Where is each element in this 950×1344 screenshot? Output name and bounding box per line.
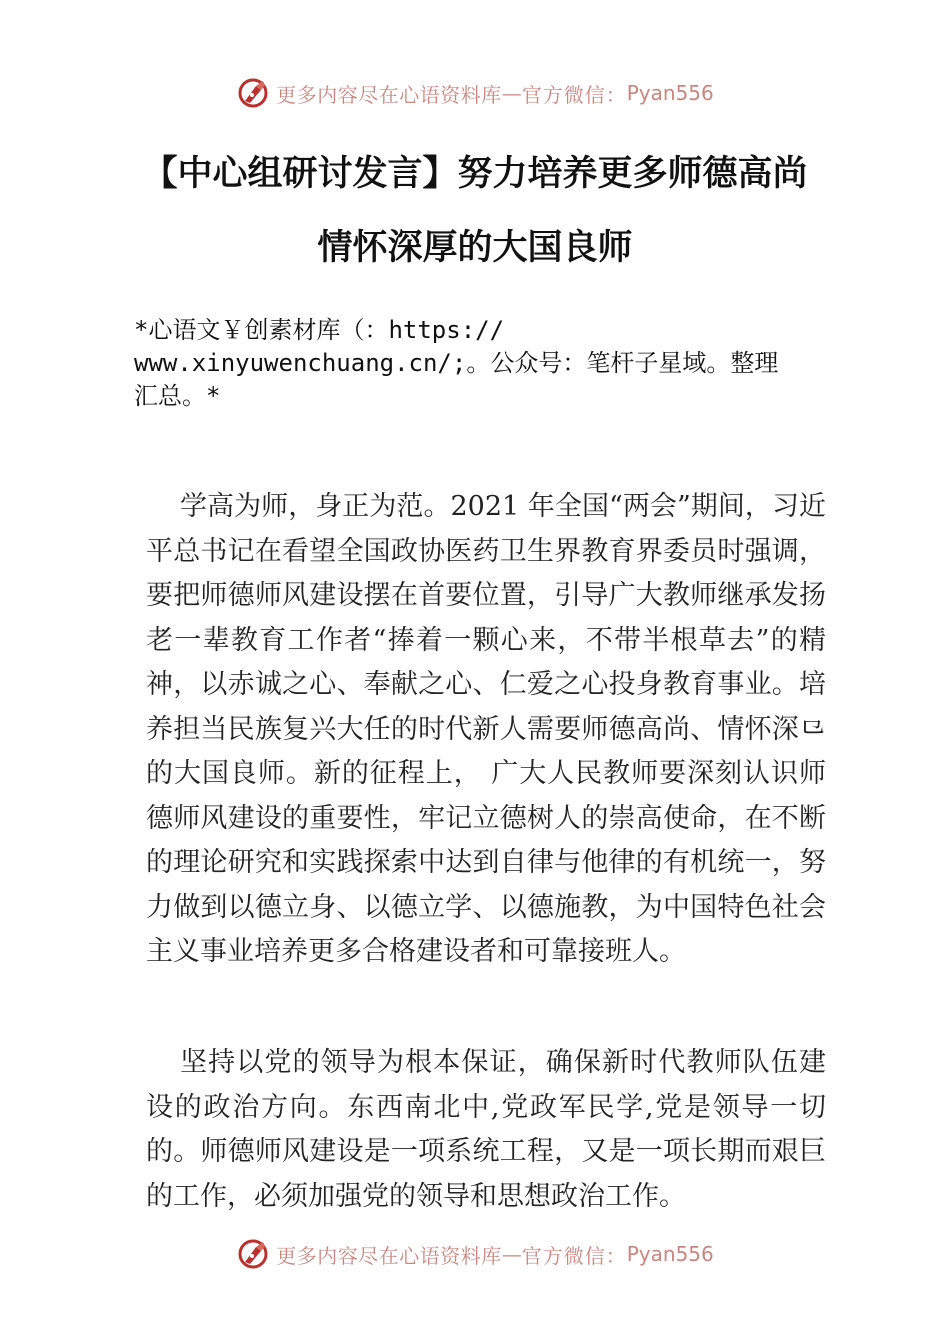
banner-wechat-id: Pyan556: [626, 1242, 714, 1266]
document-title-line-1: 【中心组研讨发言】努力培养更多师德高尚: [142, 154, 808, 194]
banner-wechat-id: Pyan556: [626, 81, 714, 105]
source-note: [134, 314, 854, 413]
banner-wechat-label: 官方微信：: [521, 1243, 627, 1268]
source-note-line: *心语文￥创素材库（：https://: [134, 316, 505, 344]
banner-text: 更多内容尽在心语资料库: [276, 82, 502, 107]
body-paragraph: 学高为师，身正为范。2021 年全国“两会”期间，习近平总书记在看望全国政协医药卫生界教育界委员时强调，要把师德师风建设摆在首要位置，引导广大教师继承发扬老一辈教育工作者“捧着一颗心来，不带半根草去”的精神，以赤诚之心、奉献之心、仁爱之心投身教育事业。培养担当民族复兴大任的时代新人需要师德高尚、情怀深⺋的大国良师。新的征程上， 广大人民教师要深刻认识师德师风建设的重要性，牢记立德树人的崇高使命，在不断的理论研究和实践探索中达到自律与他律的有机统一，努力做到以德立身、以德立学、以德施教，为中国特色社会主义事业培养更多合格建设者和可靠接班人。: [146, 491, 826, 967]
header-banner: [0, 73, 950, 113]
document-title-line-2: 情怀深厚的大国良师: [317, 228, 633, 268]
banner-wechat-label: 官方微信：: [521, 82, 627, 107]
body-paragraph: 坚持以党的领导为根本保证，确保新时代教师队伍建设的政治方向。东西南北中,党政军民学,党是领导一切的。师德师风建设是一项系统工程，又是一项长期而艰巨的工作，必须加强党的领导和思想政治工作。: [146, 1047, 826, 1212]
source-note-line: 汇总。*: [134, 382, 221, 410]
banner-separator: —: [501, 81, 522, 105]
source-note-line: www.xinyuwenchuang.cn/;。公众号：笔杆子星域。整理: [134, 349, 779, 377]
pen-nib-logo-icon: [236, 76, 270, 110]
banner-text: 更多内容尽在心语资料库: [276, 1243, 502, 1268]
banner-separator: —: [501, 1242, 522, 1266]
footer-banner: [0, 1234, 950, 1274]
pen-nib-logo-icon: [236, 1237, 270, 1271]
